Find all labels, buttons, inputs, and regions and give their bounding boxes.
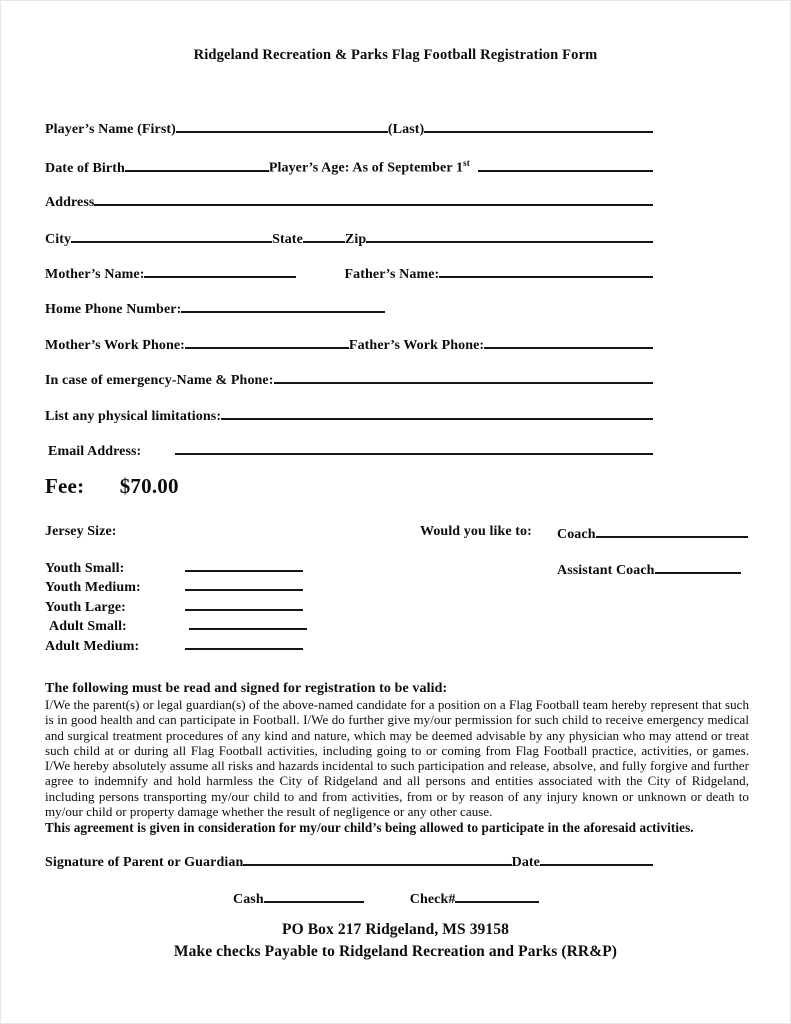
signature-row: [45, 852, 653, 871]
age-label: Player’s Age: As of September 1st: [268, 158, 470, 176]
agreement-consideration: This agreement is given in consideration for my/our child’s being allowed to participate in the aforesaid activities.: [45, 820, 694, 836]
youth-small-label: Youth Small:: [45, 561, 125, 576]
signature-label: Signature of Parent or Guardian: [45, 855, 244, 870]
fee-row: [45, 474, 179, 499]
dob-blank[interactable]: [125, 158, 269, 172]
state-label: State: [272, 232, 303, 247]
email-blank[interactable]: [175, 441, 653, 455]
coach-field: [557, 524, 748, 543]
mother-work-phone-label: Mother’s Work Phone:: [45, 338, 185, 353]
youth-medium-blank[interactable]: [185, 577, 303, 591]
address-row: [45, 192, 653, 211]
father-work-phone-blank[interactable]: [484, 335, 653, 349]
jersey-size-list: [45, 558, 365, 655]
father-name-label: Father’s Name:: [344, 267, 440, 282]
fee-label: Fee:: [45, 474, 85, 498]
address-blank[interactable]: [94, 192, 653, 206]
youth-small-blank[interactable]: [185, 558, 303, 572]
youth-large-blank[interactable]: [185, 597, 303, 611]
jersey-size-row-adult-small: [45, 616, 365, 635]
cash-label: Cash: [233, 892, 264, 907]
fee-amount: $70.00: [119, 474, 179, 498]
jersey-size-row-youth-large: [45, 597, 365, 616]
zip-label: Zip: [344, 232, 367, 247]
mother-work-phone-blank[interactable]: [185, 335, 349, 349]
age-label-superscript: st: [463, 158, 470, 168]
check-label: Check#: [409, 892, 456, 907]
jersey-coach-header-row: [45, 524, 748, 544]
assistant-coach-field: [557, 560, 741, 579]
adult-small-blank[interactable]: [189, 616, 307, 630]
city-state-zip-row: [45, 229, 653, 248]
zip-blank[interactable]: [366, 229, 653, 243]
mother-name-blank[interactable]: [144, 264, 296, 278]
agreement-section: [45, 681, 749, 836]
youth-large-label: Youth Large:: [45, 599, 126, 615]
signature-blank[interactable]: [243, 852, 511, 866]
limitations-row: [45, 406, 653, 425]
date-blank[interactable]: [540, 852, 653, 866]
dob-age-row: [45, 155, 653, 177]
father-name-blank[interactable]: [439, 264, 653, 278]
player-name-row: [45, 119, 653, 138]
work-phones-row: [45, 335, 653, 354]
footer-make-checks: Make checks Payable to Ridgeland Recreation and Parks (RR&P): [173, 943, 618, 960]
player-first-name-label: Player’s Name (First): [45, 122, 176, 137]
state-blank[interactable]: [303, 229, 345, 243]
adult-medium-label: Adult Medium:: [45, 638, 140, 654]
cash-blank[interactable]: [264, 889, 364, 903]
emergency-blank[interactable]: [274, 370, 653, 384]
dob-label: Date of Birth: [45, 160, 125, 176]
home-phone-blank[interactable]: [181, 299, 385, 313]
coach-blank[interactable]: [596, 524, 748, 538]
father-work-phone-label: Father’s Work Phone:: [348, 338, 485, 353]
footer-po-box: PO Box 217 Ridgeland, MS 39158: [282, 921, 509, 938]
form-title: Ridgeland Recreation & Parks Flag Football Registration Form: [193, 47, 598, 63]
age-blank[interactable]: [478, 158, 653, 172]
city-blank[interactable]: [71, 229, 272, 243]
jersey-size-row-youth-small: [45, 558, 365, 577]
mother-name-label: Mother’s Name:: [45, 267, 145, 282]
date-label: Date: [511, 855, 540, 870]
assistant-coach-blank[interactable]: [655, 560, 741, 574]
limitations-label: List any physical limitations:: [45, 409, 222, 424]
emergency-label: In case of emergency-Name & Phone:: [45, 373, 274, 388]
parents-name-row: [45, 264, 653, 283]
home-phone-label: Home Phone Number:: [45, 302, 182, 317]
home-phone-row: [45, 299, 653, 318]
email-label: Email Address:: [48, 444, 142, 459]
jersey-size-label: Jersey Size:: [45, 524, 117, 539]
city-label: City: [45, 232, 72, 247]
agreement-heading: The following must be read and signed for registration to be valid:: [45, 681, 448, 696]
address-label: Address: [45, 195, 95, 210]
youth-medium-label: Youth Medium:: [45, 580, 141, 596]
jersey-size-row-youth-medium: [45, 577, 365, 596]
limitations-blank[interactable]: [221, 406, 653, 420]
email-row: [45, 441, 653, 460]
player-first-name-blank[interactable]: [176, 119, 388, 133]
player-last-name-blank[interactable]: [424, 119, 653, 133]
player-last-name-label: (Last): [387, 122, 425, 137]
volunteer-question-label: Would you like to:: [420, 524, 532, 539]
adult-small-label: Adult Small:: [49, 619, 127, 635]
emergency-row: [45, 370, 653, 389]
adult-medium-blank[interactable]: [185, 636, 303, 650]
jersey-size-row-adult-medium: [45, 636, 365, 655]
agreement-body: I/We the parent(s) or legal guardian(s) of the above-named candidate for a position on a Flag Football team hereby represent that such is in good health and can participate in Football. I/We do further give my/our permission for such child to receive emergency medical and surgical treatment procedures of any kind and nature, which may be deemed advisable by any physician who may attend or treat such child at or during all Flag Football activities, including going to or coming from Flag Football practice, activities, or games. I/We hereby absolutely assume all risks and hazards incidental to such participation and release, absolve, and fully forgive and further agree to indemnify and hold harmless the City of Ridgeland and all persons and entities associated with the City of Ridgeland, including persons transporting my/our child to and from activities, from or by reason of any injury known or unknown or death to my/our child or property damage whether the result of negligence or any other cause.: [45, 697, 749, 820]
check-blank[interactable]: [455, 889, 539, 903]
assistant-coach-label: Assistant Coach: [557, 563, 655, 578]
payment-row: [233, 889, 563, 908]
coach-label: Coach: [557, 527, 596, 542]
